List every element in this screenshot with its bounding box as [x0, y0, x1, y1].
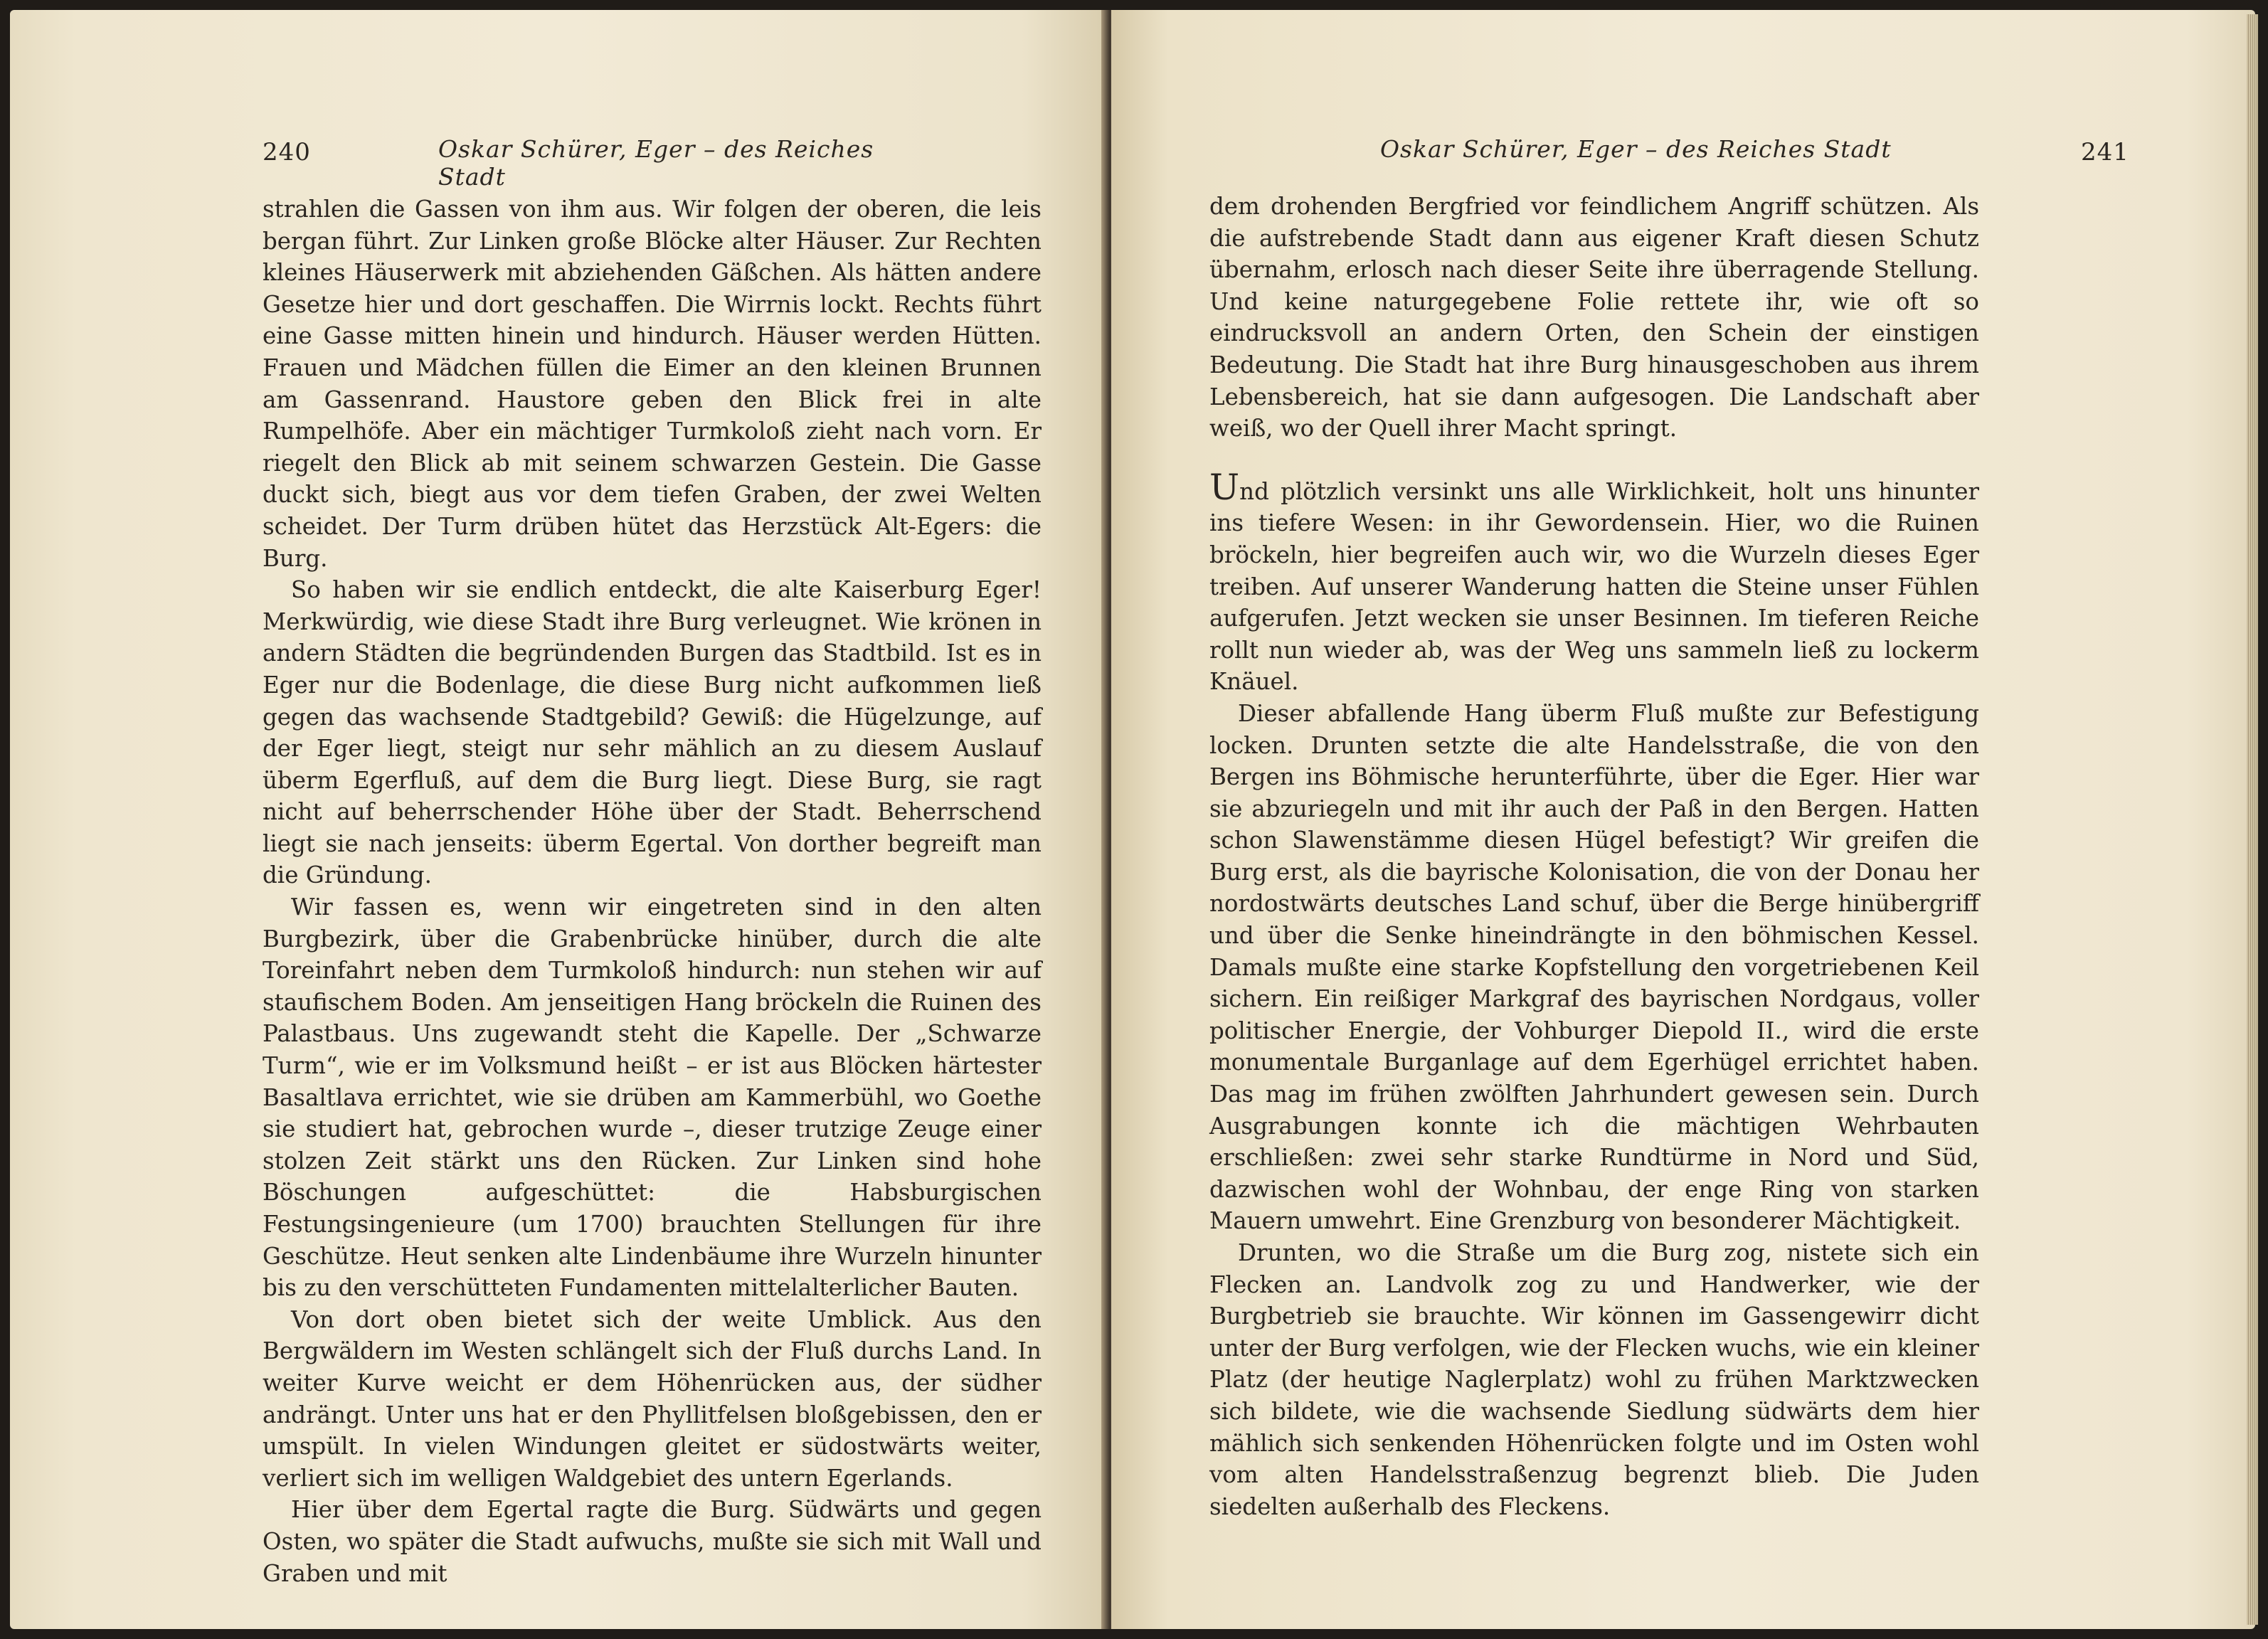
right-running-head: Oskar Schürer, Eger – des Reiches Stadt	[1380, 135, 1892, 163]
right-running-head-row	[1380, 135, 2127, 175]
paragraph: Hier über dem Egertal ragte die Burg. Südwärts und gegen Osten, wo später die Stadt aufwuchs, mußte sie sich mit Wall und Graben und mit	[263, 1496, 1042, 1587]
paragraph: So haben wir sie endlich entdeckt, die alte Kaiserburg Eger! Merkwürdig, wie diese Stadt ihre Burg verleugnet. Wie krönen in andern Städten die begründenden Burgen das Stadtbild. Ist es in Eger nur die Bodenlage, die diese Burg nicht aufkommen ließ gegen das wachsende Stadtgebild? Gewiß: die Hügelzunge, auf der Eger liegt, steigt nur sehr mählich an zu diesem Auslauf überm Egerfluß, auf dem die Burg liegt. Diese Burg, sie ragt nicht auf beherrschender Höhe über der Stadt. Beherrschend liegt sie nach jenseits: überm Egertal. Von dorther begreift man die Gründung.	[263, 576, 1042, 889]
left-running-head-row	[263, 135, 889, 191]
right-body-text	[1209, 191, 1979, 1522]
paragraph: Drunten, wo die Straße um die Burg zog, nistete sich ein Flecken an. Landvolk zog zu und Handwerker, wie der Burgbetrieb sie brauchte. Wir können im Gassengewirr dicht unter der Burg verfolgen, wie der Flecken wuchs, wie ein kleiner Platz (der heutige Naglerplatz) wohl zu frühen Marktzwecken sich bildete, wie die wachsende Siedlung südwärts dem hier mählich sich senkenden Höhenrücken folgte und im Osten wohl vom alten Handelsstraßenzug begrenzt blieb. Die Juden siedelten außerhalb des Fleckens.	[1209, 1239, 1979, 1520]
paragraph: Dieser abfallende Hang überm Fluß mußte zur Befestigung locken. Drunten setzte die alte Handelsstraße, die von den Bergen ins Böhmische herunterführte, über die Eger. Hier war sie abzuriegeln und mit ihr auch der Paß in den Bergen. Hatten schon Slawenstämme diesen Hügel befestigt? Wir greifen die Burg erst, als die bayrische Kolonisation, die von der Donau her nordostwärts deutsches Land schuf, über die Berge hinübergriff und über die Senke hineindrängte in den böhmischen Kessel. Damals mußte eine starke Kopfstellung den vorgetriebenen Keil sichern. Ein reißiger Markgraf des bayrischen Nordgaus, voller politischer Energie, der Vohburger Diepold II., wird die erste monumentale Burganlage auf dem Egerhügel errichtet haben. Das mag im frühen zwölften Jahrhundert gewesen sein. Durch Ausgrabungen konnte ich die mächtigen Wehrbauten erschließen: zwei sehr starke Rundtürme in Nord und Süd, dazwischen wohl der Wohnbau, der enge Ring von starken Mauern umwehrt. Eine Grenzburg von besonderer Mächtigkeit.	[1209, 699, 1979, 1235]
left-body-text	[263, 193, 1042, 1589]
left-page	[10, 10, 1110, 1629]
drop-letter: U	[1209, 466, 1240, 508]
paragraph-text: nd plötzlich versinkt uns alle Wirklichkeit, holt uns hinunter ins tiefere Wesen: in ihr Gewordensein. Hier, wo die Ruinen bröckeln, hier begreifen auch wir, wo die Wurzeln dieses Eger treiben. Auf unserer Wanderung hatten die Steine unser Fühlen aufgerufen. Jetzt wecken sie unser Besinnen. Im tieferen Reiche rollt nun wieder ab, was der Weg uns sammeln ließ zu lockerm Knäuel.	[1209, 477, 1979, 696]
paragraph-with-initial	[1209, 466, 1979, 698]
paragraph: Von dort oben bietet sich der weite Umblick. Aus den Bergwäldern im Westen schlängelt sich der Fluß durchs Land. In weiter Kurve weicht er dem Höhenrücken aus, der südher andrängt. Unter uns hat er den Phyllitfelsen bloßgebissen, den er umspült. In vielen Windungen gleitet er südostwärts weiter, verliert sich im welligen Waldgebiet des untern Egerlands.	[263, 1305, 1042, 1492]
paragraph: dem drohenden Bergfried vor feindlichem Angriff schützen. Als die aufstrebende Stadt dann aus eigener Kraft diesen Schutz übernahm, erlosch nach dieser Seite ihre überragende Stellung. Und keine naturgegebene Folie rettete ihr, wie oft so eindrucksvoll an andern Orten, den Schein der einstigen Bedeutung. Die Stadt hat ihre Burg hinausgeschoben aus ihrem Lebensbereich, hat sie dann aufgesogen. Die Landschaft aber weiß, wo der Quell ihrer Macht springt.	[1209, 193, 1979, 442]
paragraph: strahlen die Gassen von ihm aus. Wir folgen der oberen, die leis bergan führt. Zur Linken große Blöcke alter Häuser. Zur Rechten kleines Häuserwerk mit abziehenden Gäßchen. Als hätten andere Gesetze hier und dort geschaffen. Die Wirrnis lockt. Rechts führt eine Gasse mitten hinein und hindurch. Häuser werden Hütten. Frauen und Mädchen füllen die Eimer an den kleinen Brunnen am Gassenrand. Haustore geben den Blick frei in alte Rumpelhöfe. Aber ein mächtiger Turmkoloß zieht nach vorn. Er riegelt den Blick ab mit seinem schwarzen Gestein. Die Gasse duckt sich, biegt aus vor dem tiefen Graben, der zwei Welten scheidet. Der Turm drüben hütet das Herzstück Alt-Egers: die Burg.	[263, 196, 1042, 572]
page-edges	[2247, 14, 2258, 1625]
left-page-number: 240	[263, 138, 311, 166]
left-running-head: Oskar Schürer, Eger – des Reiches Stadt	[438, 135, 874, 191]
right-page	[1111, 10, 2255, 1629]
paragraph: Wir fassen es, wenn wir eingetreten sind in den alten Burgbezirk, über die Grabenbrücke hinüber, durch die alte Toreinfahrt neben dem Turmkoloß hindurch: nun stehen wir auf staufischem Boden. Am jenseitigen Hang bröckeln die Ruinen des Palastbaus. Uns zugewandt steht die Kapelle. Der „Schwarze Turm“, wie er im Volksmund heißt – er ist aus Blöcken härtester Basaltlava errichtet, wie sie drüben am Kammerbühl, wo Goethe sie studiert hat, gebrochen wurde –, dieser trutzige Zeuge einer stolzen Zeit stärkt uns den Rücken. Zur Linken sind hohe Böschungen aufgeschüttet: die Habsburgischen Festungsingenieure (um 1700) brauchten Stellungen für ihre Geschütze. Heut senken alte Lindenbäume ihre Wurzeln hinunter bis zu den verschütteten Fundamenten mittelalterlicher Bauten.	[263, 893, 1042, 1302]
right-page-number: 241	[2081, 138, 2129, 166]
